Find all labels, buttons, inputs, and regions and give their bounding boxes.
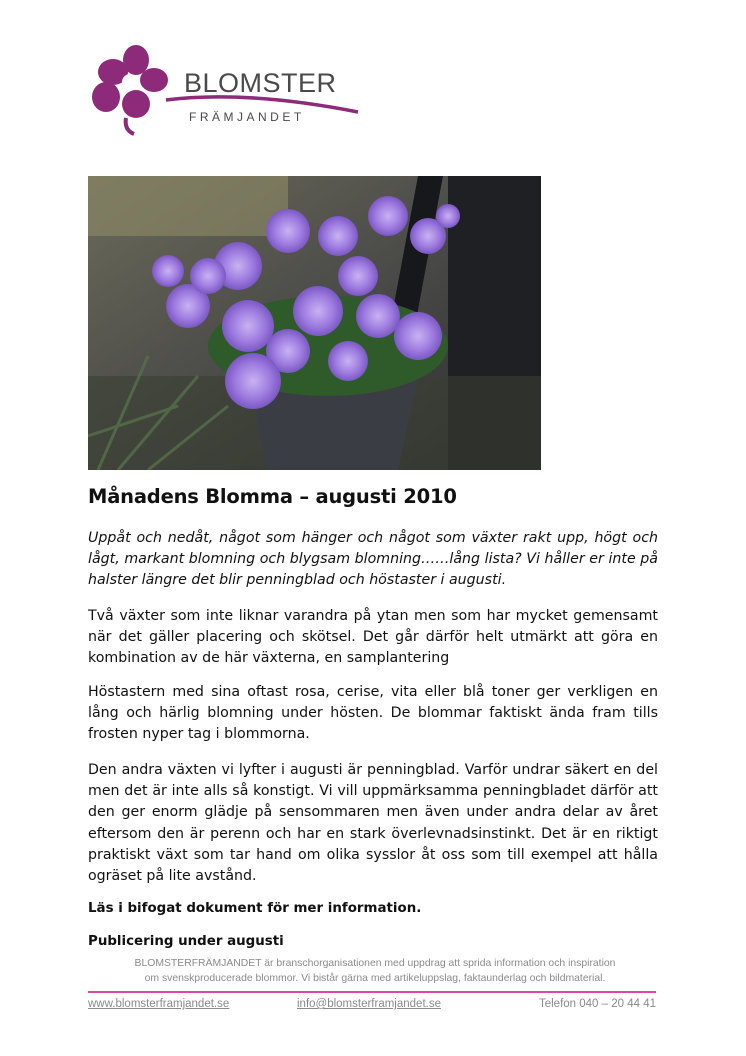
lead-paragraph: Uppåt och nedåt, något som hänger och något som växter rakt upp, högt och lågt, markant blomning och blygsam blomning……lång lista? Vi håller er inte på halster längre det blir penningblad och höstaster i augusti.	[88, 530, 658, 589]
email-link[interactable]: info@blomsterframjandet.se	[297, 998, 441, 1010]
publishing-subheading: Publicering under augusti	[88, 934, 284, 949]
footer-description	[88, 956, 662, 986]
footer-line-1: BLOMSTERFRÄMJANDET är branschorganisationen med uppdrag att sprida information och inspiration	[134, 958, 616, 969]
logo-wordmark: BLOMSTER	[184, 68, 337, 98]
footer-divider	[88, 991, 656, 993]
body-paragraph-1: Två växter som inte liknar varandra på ytan men som har mycket gemensamt när det gäller placering och skötsel. Det går därför helt utmärkt att göra en kombination av de här växterna, en samplantering	[88, 608, 658, 667]
read-more-note: Läs i bifogat dokument för mer information.	[88, 901, 422, 916]
body-paragraph-2: Höstastern med sina oftast rosa, cerise, vita eller blå toner ger verkligen en lång och härlig blomning under hösten. De blommar faktiskt ända fram tills frosten nyper tag i blommorna.	[88, 684, 658, 743]
phone-number: Telefon 040 – 20 44 41	[538, 998, 656, 1010]
footer-line-2: om svenskproducerade blommor. Vi bistår gärna med artikeluppslag, faktaunderlag och bildmaterial.	[144, 973, 606, 984]
page-title: Månadens Blomma – augusti 2010	[88, 485, 457, 508]
body-paragraph-3: Den andra växten vi lyfter i augusti är penningblad. Varför undrar säkert en del men det är inte alls så konstigt. Vi vill uppmärksamma penningbladet därför att den ger enorm glädje på sensommaren men även under andra delar av året eftersom den är perenn och har en stark överlevnadsinstinkt. Det är en riktigt praktiskt växt som tar hand om olika sysslor åt oss som till exempel att hålla ogräset på lite avstånd.	[88, 762, 658, 885]
logo-subtitle: FRÄMJANDET	[189, 110, 305, 124]
website-link[interactable]: www.blomsterframjandet.se	[88, 998, 230, 1010]
flower-photo	[88, 176, 541, 470]
